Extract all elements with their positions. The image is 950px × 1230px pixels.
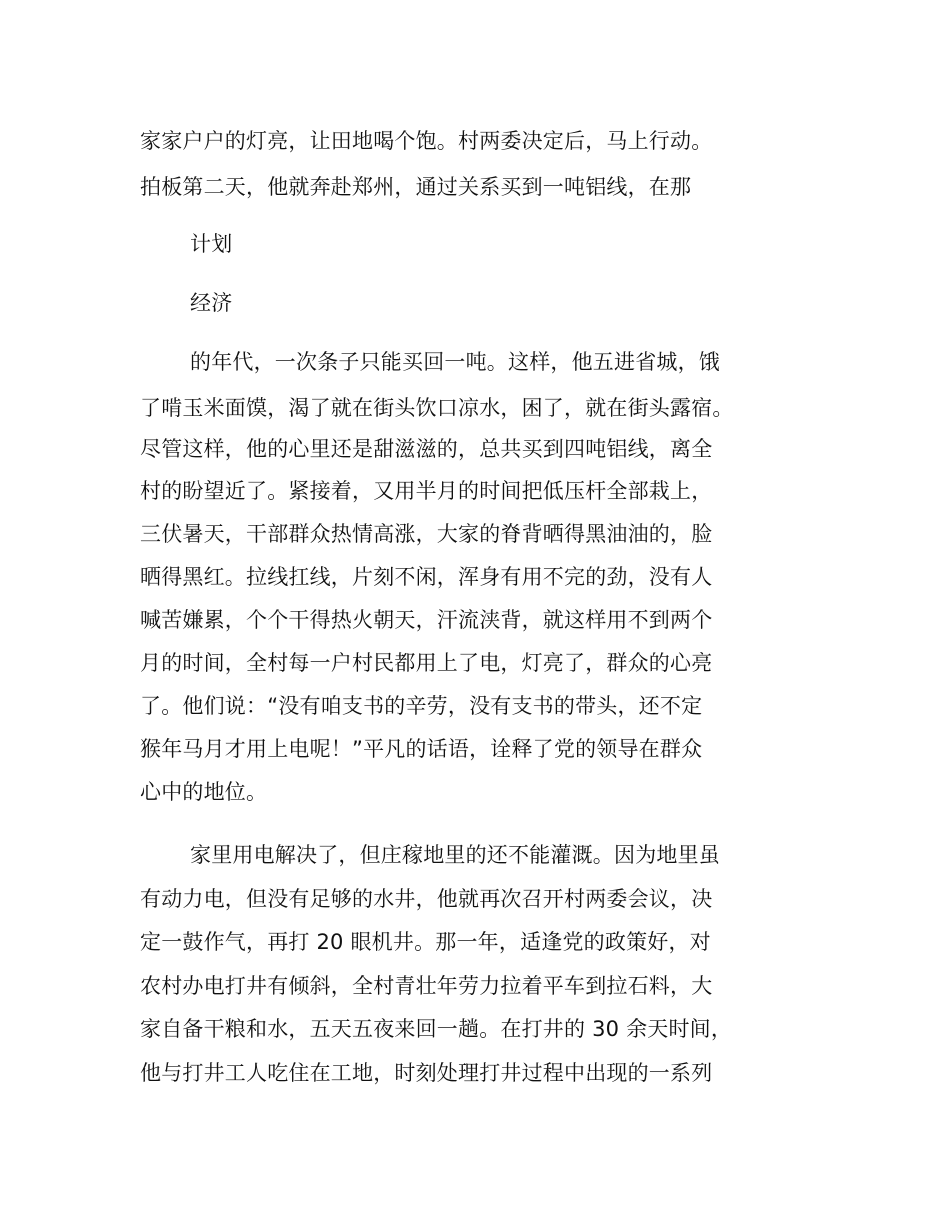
text-line: 了啃玉米面馍，渴了就在街头饮口凉水，困了，就在街头露宿。	[140, 396, 734, 420]
text-line: 月的时间，全村每一户村民都用上了电，灯亮了，群众的心亮	[140, 651, 713, 675]
text-line: 了。他们说：“没有咱支书的辛劳，没有支书的带头，还不定	[140, 694, 703, 718]
text-line: 家自备干粮和水，五天五夜来回一趟。在打井的 30 余天时间，	[140, 1017, 733, 1041]
text-line: 经济	[190, 291, 233, 315]
text-line: 村的盼望近了。紧接着，又用半月的时间把低压杆全部栽上，	[140, 479, 713, 503]
text-line: 晒得黑红。拉线扛线，片刻不闲，浑身有用不完的劲，没有人	[140, 565, 713, 589]
text-line: 计划	[190, 232, 233, 256]
text-line: 他与打井工人吃住在工地，时刻处理打井过程中出现的一系列	[140, 1061, 713, 1085]
text-line: 猴年马月才用上电呢！”平凡的话语，诠释了党的领导在群众	[140, 737, 703, 761]
text-line: 定一鼓作气，再打 20 眼机井。那一年，适逢党的政策好，对	[140, 930, 711, 954]
text-line: 农村办电打井有倾斜，全村青壮年劳力拉着平车到拉石料，大	[140, 974, 713, 998]
text-line: 的年代，一次条子只能买回一吨。这样，他五进省城，饿	[190, 350, 720, 374]
text-line: 有动力电，但没有足够的水井，他就再次召开村两委会议，决	[140, 887, 713, 911]
text-line: 心中的地位。	[140, 780, 268, 804]
text-line: 喊苦嫌累，个个干得热火朝天，汗流浃背，就这样用不到两个	[140, 608, 713, 632]
text-line: 拍板第二天，他就奔赴郑州，通过关系买到一吨铝线，在那	[140, 175, 692, 199]
text-line: 三伏暑天，干部群众热情高涨，大家的脊背晒得黑油油的，脸	[140, 522, 713, 546]
text-line: 尽管这样，他的心里还是甜滋滋的，总共买到四吨铝线，离全	[140, 437, 713, 461]
text-line: 家家户户的灯亮，让田地喝个饱。村两委决定后，马上行动。	[140, 129, 713, 153]
text-line: 家里用电解决了，但庄稼地里的还不能灌溉。因为地里虽	[190, 843, 720, 867]
